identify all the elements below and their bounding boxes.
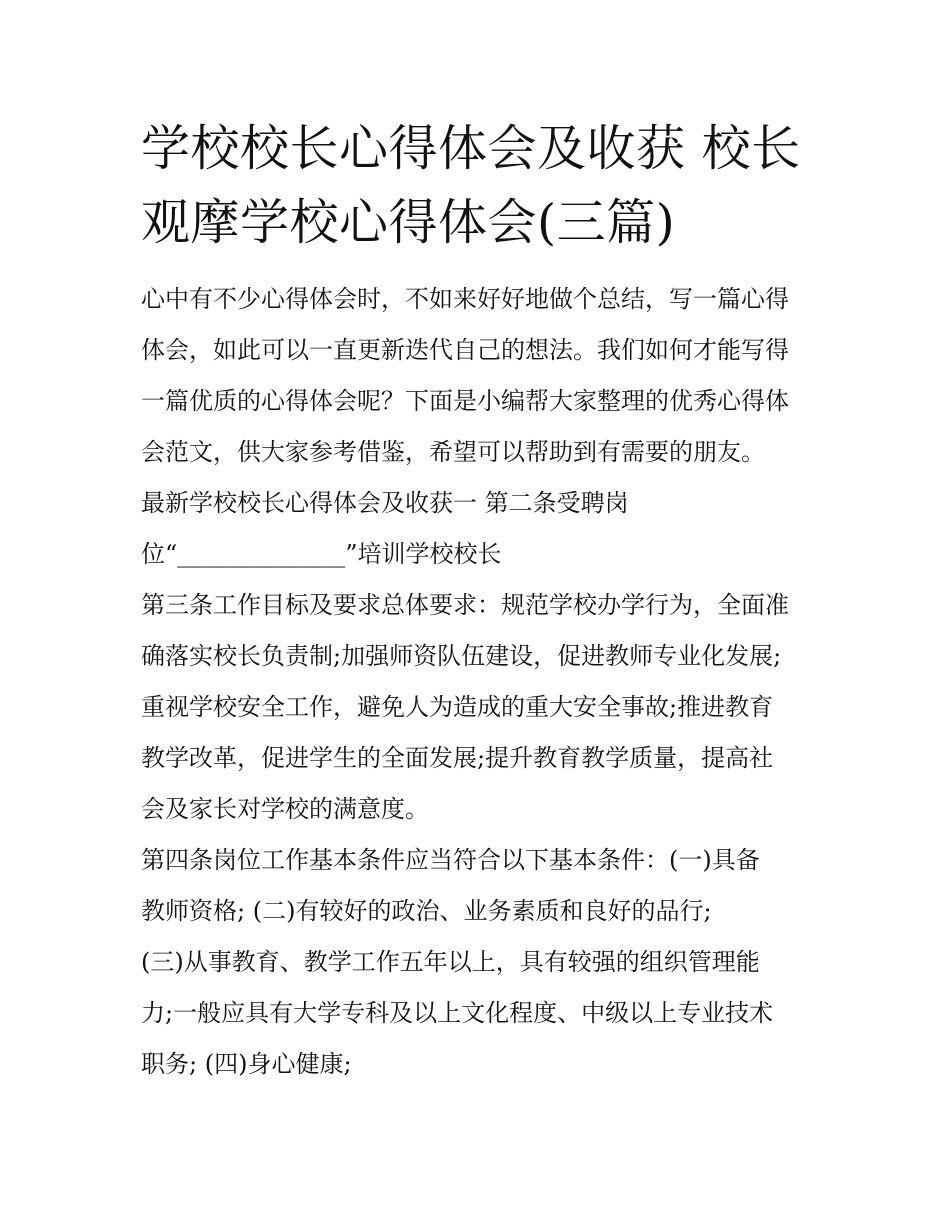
body-line: 力;一般应具有大学专科及以上文化程度、中级以上专业技术 — [141, 999, 774, 1027]
body-line: 第四条岗位工作基本条件应当符合以下基本条件：(一)具备 — [141, 846, 760, 874]
body-line: 最新学校校长心得体会及收获一 第二条受聘岗 — [141, 489, 629, 517]
title-line: 观摩学校心得体会(三篇) — [141, 194, 676, 251]
body-line: 确落实校长负责制;加强师资队伍建设，促进教师专业化发展; — [141, 642, 782, 670]
body-line: 体会，如此可以一直更新迭代自己的想法。我们如何才能写得 — [141, 336, 789, 364]
document-title — [141, 112, 821, 260]
body-line: 位“______________”培训学校校长 — [141, 540, 502, 568]
document-content — [141, 112, 821, 1090]
body-line: 第三条工作目标及要求总体要求：规范学校办学行为，全面准 — [141, 591, 789, 619]
document-body — [141, 274, 821, 1090]
body-line: 会及家长对学校的满意度。 — [141, 795, 429, 823]
body-line: 会范文，供大家参考借鉴，希望可以帮助到有需要的朋友。 — [141, 438, 765, 466]
body-line: 重视学校安全工作，避免人为造成的重大安全事故;推进教育 — [141, 693, 774, 721]
body-line: 职务; (四)身心健康; — [141, 1050, 352, 1078]
body-line: 教学改革，促进学生的全面发展;提升教育教学质量，提高社 — [141, 744, 774, 772]
body-line: 心中有不少心得体会时，不如来好好地做个总结，写一篇心得 — [141, 285, 789, 313]
body-line: (三)从事教育、教学工作五年以上，具有较强的组织管理能 — [141, 948, 760, 976]
body-line: 一篇优质的心得体会呢？下面是小编帮大家整理的优秀心得体 — [141, 387, 789, 415]
title-line: 学校校长心得体会及收获 校长 — [141, 120, 801, 177]
body-line: 教师资格; (二)有较好的政治、业务素质和良好的品行; — [141, 897, 712, 925]
